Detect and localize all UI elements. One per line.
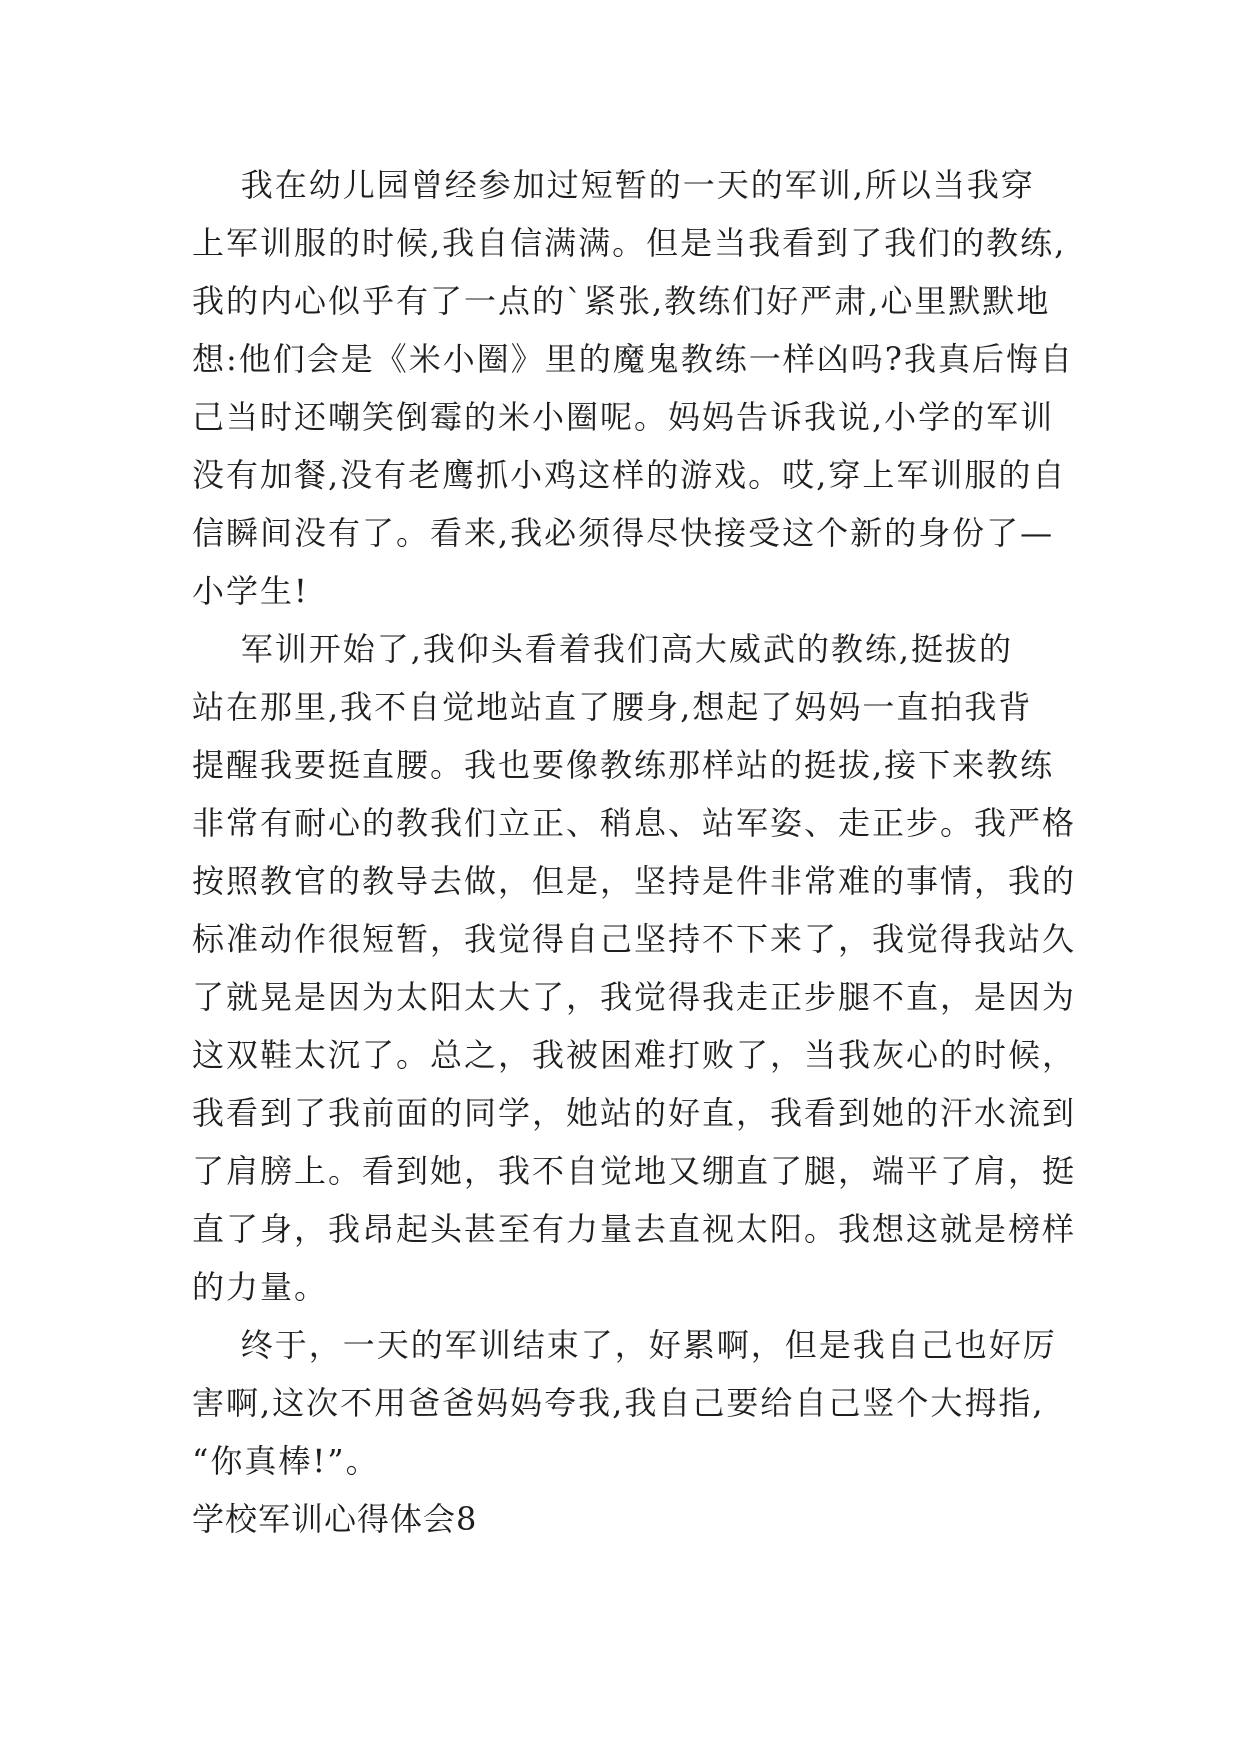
- text-line: 这双鞋太沉了。总之，我被困难打败了，当我灰心的时候，: [192, 1036, 1077, 1074]
- text-line: 我的内心似乎有了一点的`紧张,教练们好严肃,心里默默地: [192, 282, 1051, 320]
- text-line: “你真棒!”。: [192, 1442, 380, 1480]
- text-line: 终于，一天的军训结束了，好累啊，但是我自己也好厉: [192, 1326, 1057, 1364]
- text-line: 我看到了我前面的同学，她站的好直，我看到她的汗水流到: [192, 1094, 1077, 1132]
- text-line: 了就晃是因为太阳太大了，我觉得我走正步腿不直，是因为: [192, 978, 1077, 1016]
- text-line: 上军训服的时候,我自信满满。但是当我看到了我们的教练,: [192, 224, 1067, 262]
- text-line: 标准动作很短暂，我觉得自己坚持不下来了，我觉得我站久: [192, 920, 1077, 958]
- text-line: 己当时还嘲笑倒霉的米小圈呢。妈妈告诉我说,小学的军训: [192, 398, 1055, 436]
- text-line: 没有加餐,没有老鹰抓小鸡这样的游戏。哎,穿上军训服的自: [192, 456, 1067, 494]
- text-line: 的力量。: [192, 1268, 329, 1306]
- text-line: 提醒我要挺直腰。我也要像教练那样站的挺拔,接下来教练: [192, 746, 1055, 784]
- text-line: 非常有耐心的教我们立正、稍息、站军姿、走正步。我严格: [192, 804, 1077, 842]
- essay-text: [192, 156, 1077, 1548]
- text-line: 害啊,这次不用爸爸妈妈夸我,我自己要给自己竖个大拇指,: [192, 1384, 1045, 1422]
- text-line: 站在那里,我不自觉地站直了腰身,想起了妈妈一直拍我背: [192, 688, 1033, 726]
- text-line: 了肩膀上。看到她，我不自觉地又绷直了腿，端平了肩，挺: [192, 1152, 1077, 1190]
- text-line: 按照教官的教导去做，但是，坚持是件非常难的事情，我的: [192, 862, 1077, 900]
- section-heading: 学校军训心得体会8: [192, 1500, 478, 1538]
- text-line: 我在幼儿园曾经参加过短暂的一天的军训,所以当我穿: [192, 166, 1035, 204]
- text-line: 想:他们会是《米小圈》里的魔鬼教练一样凶吗?我真后悔自: [192, 340, 1074, 378]
- text-line: 小学生!: [192, 572, 309, 610]
- paragraph-1: [192, 156, 1072, 620]
- text-line: 信瞬间没有了。看来,我必须得尽快接受这个新的身份了—: [192, 514, 1055, 552]
- text-line: 直了身，我昂起头甚至有力量去直视太阳。我想这就是榜样: [192, 1210, 1077, 1248]
- paragraph-3: [192, 1316, 1072, 1490]
- text-line: 军训开始了,我仰头看着我们高大威武的教练,挺拔的: [192, 630, 1014, 668]
- paragraph-2: [192, 620, 1077, 1316]
